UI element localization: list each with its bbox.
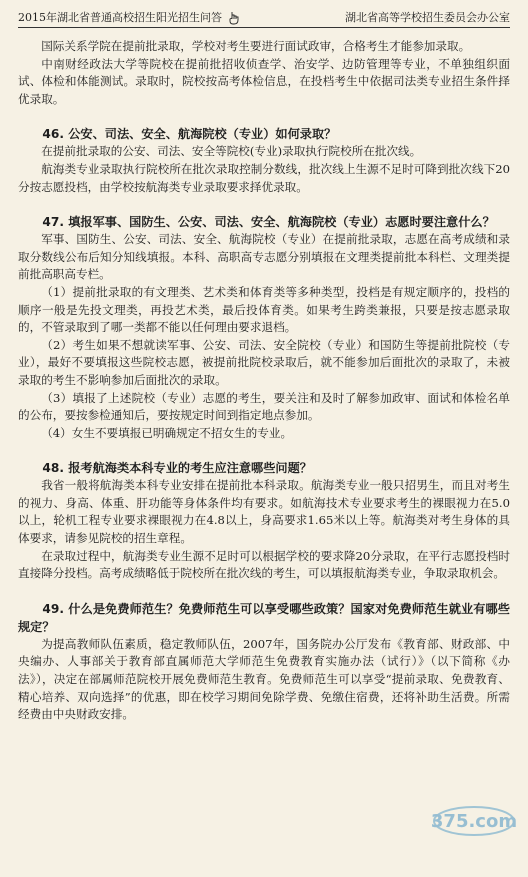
paragraph-zhongnan-univ: 中南财经政法大学等院校在提前批招收侦查学、治安学、边防管理等专业，不单独组织面试、体检和体能测试。录取时，院校按高考体检信息，在投档考生中依据司法类专业招生条件择优录取。 xyxy=(18,56,510,106)
answer-49-paragraph-1: 为提高教师队伍素质，稳定教师队伍，2007年，国务院办公厅发布《教育部、财政部、中央编办、人事部关于教育部直属师范大学师范生免费教育实施办法（试行）》（以下简称《办法》），决定在部属师范院校开展免费师范生教育。免费师范生可以享受“提前录取、免费教育、精心培养、双向选择”的优惠，即在校学习期间免除学费、免缴住宿费，还将补助生活费。所需经费由中央财政安排。 xyxy=(18,636,510,722)
svg-text:375.com: 375.com xyxy=(430,811,518,832)
answer-47-item-1: （1）提前批录取的有文理类、艺术类和体育类等多种类型，投档是有规定顺序的，投档的顺序一般是先投文理类，再投艺术类，最后投体育类。如果考生跨类兼报，只要是按志愿录取的，不管录取到了哪一类都不能以任何理由要求退档。 xyxy=(18,284,510,335)
question-46-heading: 46. 公安、司法、安全、航海院校（专业）如何录取？ xyxy=(42,127,337,142)
site-watermark-logo xyxy=(424,797,520,857)
answer-47-item-3: （3）填报了上述院校（专业）志愿的考生，要关注和及时了解参加政审、面试和体检名单的公布，要按参检通知后，要按规定时间到指定地点参加。 xyxy=(18,390,510,423)
document-body xyxy=(18,28,510,724)
paragraph-intl-relations: 国际关系学院在提前批录取，学校对考生要进行面试政审，合格考生才能参加录取。 xyxy=(41,39,471,53)
answer-47-paragraph-1: 军事、国防生、公安、司法、安全、航海院校（专业）在提前批录取，志愿在高考成绩和录取分数线公布后知分知线填报。本科、高职高专志愿分别填报在文理类提前批本科栏、文理类提前批高职高专栏。 xyxy=(18,232,510,282)
answer-48-paragraph-2: 在录取过程中，航海类专业生源不足时可以根据学校的要求降20分录取，在平行志愿投档时直接降分投档。高考成绩略低于院校所在批次线的考生，可以填报航海类专业，争取录取机会。 xyxy=(18,548,510,581)
answer-46-paragraph-2: 航海类专业录取执行院校所在批次录取控制分数线，批次线上生源不足时可降到批次线下20分按志愿投档，由学校按航海类专业录取要求择优录取。 xyxy=(18,161,510,194)
header-organization: 湖北省高等学校招生委员会办公室 xyxy=(345,11,510,24)
answer-48-paragraph-1: 我省一般将航海类本科专业安排在提前批本科录取。航海类专业一般只招男生，而且对考生的视力、身高、体重、肝功能等身体条件均有要求。如航海技术专业要求考生的裸眼视力在5.0以上，轮机工程专业要求裸眼视力在4.8以上，身高要求1.65米以上等。航海类对考生身体的具体要求，请参见院校的招生章程。 xyxy=(18,478,510,546)
answer-47-item-4: （4）女生不要填报已明确规定不招女生的专业。 xyxy=(41,425,293,440)
pointing-hand-icon xyxy=(228,11,240,25)
question-49-heading: 49. 什么是免费师范生？免费师范生可以享受哪些政策？国家对免费师范生就业有哪些规定？ xyxy=(18,601,510,634)
answer-46-paragraph-1: 在提前批录取的公安、司法、安全等院校(专业)录取执行院校所在批次线。 xyxy=(41,144,422,159)
header-left xyxy=(18,9,240,25)
header-title: 2015年湖北省普通高校招生阳光招生问答 xyxy=(18,11,222,24)
question-47-heading: 47. 填报军事、国防生、公安、司法、安全、航海院校（专业）志愿时要注意什么？ xyxy=(42,215,495,230)
answer-47-item-2: （2）考生如果不想就读军事、公安、司法、安全院校（专业）和国防生等提前批院校（专业），最好不要填报这些院校志愿，被提前批院校录取后，就不能参加后面批次的录取了，未被录取的考生不影响参加后面批次的录取。 xyxy=(18,337,510,387)
question-48-heading: 48. 报考航海类本科专业的考生应注意哪些问题？ xyxy=(42,461,312,476)
page-header xyxy=(18,0,510,28)
